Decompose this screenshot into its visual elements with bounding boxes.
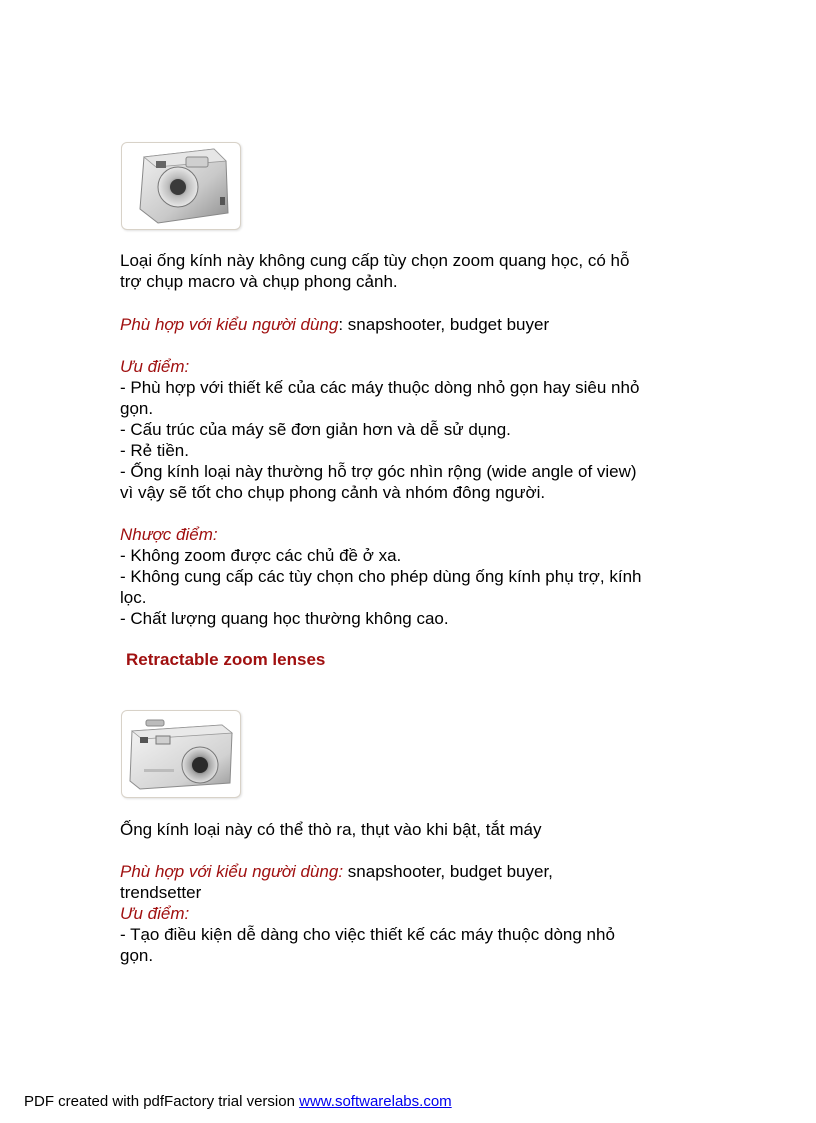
suitable-users-value: : snapshooter, budget buyer	[338, 315, 550, 334]
cons-item: - Không cung cấp các tùy chọn cho phép dùng ống kính phụ trợ, kính	[120, 567, 642, 586]
pdf-footer	[24, 1093, 452, 1110]
retractable-intro: Ống kính loại này có thể thò ra, thụt vào khi bật, tắt máy	[120, 820, 542, 839]
camera-photo-retractable-zoom	[121, 710, 241, 798]
pros-item-2: gọn.	[120, 946, 154, 965]
cons-item: - Không zoom được các chủ đề ở xa.	[120, 546, 402, 565]
cons-label: Nhược điểm:	[120, 525, 218, 544]
suitable-users-label-2: Phù hợp với kiểu người dùng:	[120, 862, 344, 881]
pros-item: gọn.	[120, 399, 154, 418]
suitable-users-value-2b: trendsetter	[120, 883, 202, 902]
camera-photo-fixed-lens	[121, 142, 241, 230]
pros-item: - Rẻ tiền.	[120, 441, 189, 460]
suitable-users-2	[120, 861, 553, 882]
pros-item: vì vậy sẽ tốt cho chụp phong cảnh và nhóm đông người.	[120, 483, 546, 502]
intro-line-2: trợ chụp macro và chụp phong cảnh.	[120, 272, 398, 291]
suitable-users	[120, 314, 549, 335]
pros-label-2: Ưu điểm:	[120, 904, 190, 923]
pros-item: - Cấu trúc của máy sẽ đơn giản hơn và dễ sử dụng.	[120, 420, 511, 439]
footer-link[interactable]: www.softwarelabs.com	[299, 1093, 452, 1110]
suitable-users-label: Phù hợp với kiểu người dùng	[120, 315, 339, 334]
pros-item-2: - Tạo điều kiện dễ dàng cho việc thiết kế các máy thuộc dòng nhỏ	[120, 925, 615, 944]
intro-line-1: Loại ống kính này không cung cấp tùy chọn zoom quang học, có hỗ	[120, 251, 630, 270]
cons-item: lọc.	[120, 588, 147, 607]
cons-item: - Chất lượng quang học thường không cao.	[120, 609, 449, 628]
pros-item: - Ống kính loại này thường hỗ trợ góc nhìn rộng (wide angle of view)	[120, 462, 637, 481]
pros-item: - Phù hợp với thiết kế của các máy thuộc dòng nhỏ gọn hay siêu nhỏ	[120, 378, 640, 397]
footer-text: PDF created with pdfFactory trial version	[24, 1093, 300, 1110]
suitable-users-value-2: snapshooter, budget buyer,	[343, 862, 553, 881]
pros-label: Ưu điểm:	[120, 357, 190, 376]
section-heading: Retractable zoom lenses	[126, 650, 326, 669]
